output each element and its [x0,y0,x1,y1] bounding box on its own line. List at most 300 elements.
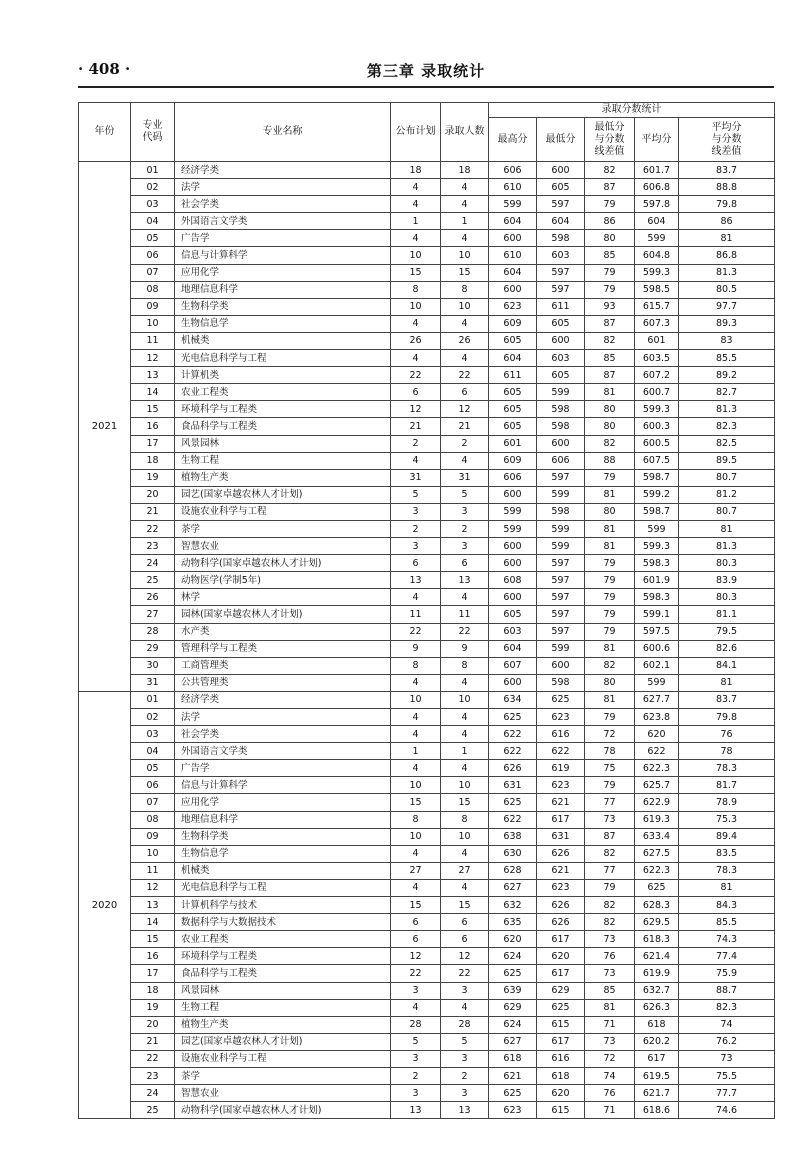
cell-min-diff: 78 [585,743,635,760]
cell-avg: 598.3 [635,589,679,606]
cell-code: 08 [131,811,175,828]
cell-min: 603 [537,350,585,367]
table-row [79,640,775,657]
cell-avg-diff: 78.3 [679,862,775,879]
cell-code: 02 [131,179,175,196]
cell-plan: 3 [391,538,441,555]
cell-admitted: 4 [441,726,489,743]
cell-avg-diff: 81 [679,520,775,537]
cell-min-diff: 75 [585,760,635,777]
cell-min-diff: 82 [585,435,635,452]
cell-avg: 600.6 [635,640,679,657]
cell-name: 经济学类 [175,691,391,708]
cell-code: 23 [131,1067,175,1084]
cell-min: 622 [537,743,585,760]
cell-code: 17 [131,435,175,452]
cell-name: 水产类 [175,623,391,640]
cell-plan: 11 [391,606,441,623]
table-row [79,520,775,537]
cell-min-diff: 73 [585,811,635,828]
cell-min-diff: 85 [585,247,635,264]
cell-plan: 4 [391,845,441,862]
cell-plan: 1 [391,743,441,760]
cell-avg: 603.5 [635,350,679,367]
cell-min-diff: 76 [585,1085,635,1102]
cell-min: 598 [537,503,585,520]
table-row [79,760,775,777]
cell-min: 597 [537,196,585,213]
cell-avg: 633.4 [635,828,679,845]
cell-min-diff: 80 [585,503,635,520]
cell-avg: 604.8 [635,247,679,264]
cell-code: 09 [131,298,175,315]
cell-avg: 628.3 [635,897,679,914]
cell-avg-diff: 79.8 [679,709,775,726]
cell-min-diff: 85 [585,350,635,367]
cell-name: 设施农业科学与工程 [175,1050,391,1067]
cell-avg-diff: 85.5 [679,350,775,367]
cell-admitted: 22 [441,367,489,384]
cell-admitted: 10 [441,777,489,794]
cell-name: 生物科学类 [175,298,391,315]
cell-min: 617 [537,931,585,948]
cell-name: 生物信息学 [175,845,391,862]
cell-min: 597 [537,606,585,623]
cell-plan: 12 [391,948,441,965]
table-row [79,196,775,213]
cell-admitted: 15 [441,794,489,811]
cell-avg-diff: 78.9 [679,794,775,811]
col-max: 最高分 [489,118,537,162]
cell-avg-diff: 73 [679,1050,775,1067]
cell-avg: 621.4 [635,948,679,965]
cell-min-diff: 87 [585,179,635,196]
admission-table [78,102,775,1119]
cell-code: 13 [131,367,175,384]
cell-name: 信息与计算科学 [175,777,391,794]
cell-name: 茶学 [175,1067,391,1084]
cell-admitted: 1 [441,743,489,760]
cell-min-diff: 72 [585,726,635,743]
table-row [79,469,775,486]
chapter-title: 第三章 录取统计 [366,62,486,80]
cell-code: 27 [131,606,175,623]
cell-name: 工商管理类 [175,657,391,674]
table-row [79,691,775,708]
cell-avg-diff: 74 [679,1016,775,1033]
cell-code: 01 [131,162,175,179]
year-cell: 2021 [79,162,131,692]
cell-avg-diff: 86.8 [679,247,775,264]
cell-name: 林学 [175,589,391,606]
cell-max: 601 [489,435,537,452]
table-row [79,674,775,691]
cell-avg-diff: 97.7 [679,298,775,315]
cell-avg: 620.2 [635,1033,679,1050]
cell-code: 22 [131,1050,175,1067]
table-row [79,418,775,435]
cell-admitted: 22 [441,965,489,982]
cell-admitted: 10 [441,298,489,315]
cell-name: 生物信息学 [175,315,391,332]
cell-min: 623 [537,709,585,726]
cell-min-diff: 73 [585,965,635,982]
cell-max: 604 [489,350,537,367]
cell-min-diff: 80 [585,418,635,435]
cell-avg: 618.3 [635,931,679,948]
cell-admitted: 4 [441,760,489,777]
cell-max: 629 [489,999,537,1016]
col-name: 专业名称 [175,103,391,162]
cell-min: 597 [537,469,585,486]
cell-min: 598 [537,401,585,418]
cell-admitted: 4 [441,230,489,247]
cell-code: 04 [131,743,175,760]
table-row [79,264,775,281]
cell-name: 设施农业科学与工程 [175,503,391,520]
cell-avg: 621.7 [635,1085,679,1102]
cell-name: 光电信息科学与工程 [175,879,391,896]
cell-max: 628 [489,862,537,879]
cell-avg-diff: 76 [679,726,775,743]
cell-max: 600 [489,589,537,606]
cell-plan: 15 [391,264,441,281]
cell-max: 620 [489,931,537,948]
cell-code: 02 [131,709,175,726]
cell-max: 605 [489,418,537,435]
cell-min-diff: 82 [585,162,635,179]
cell-avg-diff: 78 [679,743,775,760]
cell-name: 数据科学与大数据技术 [175,914,391,931]
cell-min: 615 [537,1016,585,1033]
cell-min: 597 [537,264,585,281]
cell-max: 604 [489,264,537,281]
cell-max: 632 [489,897,537,914]
cell-plan: 2 [391,1067,441,1084]
cell-admitted: 21 [441,418,489,435]
cell-min: 597 [537,555,585,572]
cell-admitted: 3 [441,538,489,555]
cell-admitted: 13 [441,572,489,589]
table-row [79,435,775,452]
cell-avg: 599.3 [635,401,679,418]
cell-code: 15 [131,401,175,418]
cell-name: 园艺(国家卓越农林人才计划) [175,486,391,503]
cell-avg: 601.9 [635,572,679,589]
cell-code: 23 [131,538,175,555]
cell-plan: 6 [391,384,441,401]
cell-avg: 607.2 [635,367,679,384]
cell-admitted: 3 [441,503,489,520]
cell-code: 29 [131,640,175,657]
cell-min-diff: 82 [585,914,635,931]
cell-min: 623 [537,879,585,896]
cell-plan: 10 [391,298,441,315]
cell-plan: 4 [391,589,441,606]
cell-code: 06 [131,777,175,794]
cell-plan: 3 [391,503,441,520]
cell-name: 应用化学 [175,794,391,811]
cell-admitted: 4 [441,879,489,896]
cell-max: 621 [489,1067,537,1084]
cell-min-diff: 82 [585,332,635,349]
cell-plan: 27 [391,862,441,879]
cell-admitted: 8 [441,657,489,674]
cell-min-diff: 72 [585,1050,635,1067]
cell-admitted: 28 [441,1016,489,1033]
table-row [79,828,775,845]
cell-avg-diff: 81 [679,674,775,691]
cell-min: 599 [537,538,585,555]
cell-min: 599 [537,384,585,401]
cell-avg-diff: 80.3 [679,589,775,606]
table-row [79,572,775,589]
cell-avg-diff: 83 [679,332,775,349]
cell-max: 607 [489,657,537,674]
cell-avg: 607.3 [635,315,679,332]
cell-code: 03 [131,726,175,743]
cell-min: 597 [537,572,585,589]
cell-min-diff: 79 [585,555,635,572]
cell-min-diff: 71 [585,1016,635,1033]
cell-max: 608 [489,572,537,589]
cell-min: 598 [537,674,585,691]
cell-code: 11 [131,862,175,879]
table-row [79,503,775,520]
cell-code: 20 [131,1016,175,1033]
cell-admitted: 15 [441,897,489,914]
table-row [79,230,775,247]
cell-avg: 626.3 [635,999,679,1016]
cell-code: 21 [131,503,175,520]
cell-avg-diff: 77.4 [679,948,775,965]
cell-min: 604 [537,213,585,230]
cell-plan: 15 [391,897,441,914]
cell-name: 环境科学与工程类 [175,401,391,418]
cell-plan: 8 [391,811,441,828]
cell-admitted: 6 [441,555,489,572]
cell-name: 园林(国家卓越农林人才计划) [175,606,391,623]
cell-avg-diff: 83.9 [679,572,775,589]
cell-min: 621 [537,862,585,879]
cell-avg: 625 [635,879,679,896]
cell-avg-diff: 88.8 [679,179,775,196]
cell-avg: 599.3 [635,264,679,281]
cell-min-diff: 81 [585,486,635,503]
table-row [79,982,775,999]
cell-min-diff: 82 [585,845,635,862]
cell-plan: 10 [391,777,441,794]
cell-max: 623 [489,1102,537,1119]
table-row [79,811,775,828]
cell-code: 12 [131,350,175,367]
cell-min-diff: 80 [585,674,635,691]
cell-name: 法学 [175,709,391,726]
col-code: 专业代码 [131,103,175,162]
cell-avg-diff: 81 [679,230,775,247]
cell-min-diff: 86 [585,213,635,230]
cell-min: 617 [537,811,585,828]
cell-plan: 4 [391,350,441,367]
cell-min-diff: 82 [585,897,635,914]
cell-admitted: 27 [441,862,489,879]
cell-code: 14 [131,384,175,401]
cell-plan: 21 [391,418,441,435]
cell-avg: 627.7 [635,691,679,708]
cell-admitted: 1 [441,213,489,230]
cell-min-diff: 79 [585,469,635,486]
cell-plan: 4 [391,674,441,691]
cell-min: 625 [537,691,585,708]
cell-avg-diff: 79.8 [679,196,775,213]
cell-avg-diff: 83.5 [679,845,775,862]
cell-avg: 599.1 [635,606,679,623]
cell-plan: 4 [391,999,441,1016]
cell-min: 616 [537,1050,585,1067]
cell-admitted: 15 [441,264,489,281]
cell-name: 外国语言文学类 [175,743,391,760]
cell-code: 22 [131,520,175,537]
cell-avg-diff: 79.5 [679,623,775,640]
cell-admitted: 4 [441,674,489,691]
table-row [79,1067,775,1084]
table-row [79,914,775,931]
cell-min: 599 [537,640,585,657]
cell-min-diff: 77 [585,862,635,879]
table-row [79,726,775,743]
table-body [79,162,775,1119]
cell-min: 599 [537,520,585,537]
cell-admitted: 3 [441,1085,489,1102]
cell-max: 622 [489,726,537,743]
cell-min: 619 [537,760,585,777]
cell-admitted: 11 [441,606,489,623]
cell-code: 16 [131,948,175,965]
table-row [79,879,775,896]
cell-name: 食品科学与工程类 [175,965,391,982]
cell-admitted: 12 [441,401,489,418]
table-row [79,777,775,794]
cell-min: 618 [537,1067,585,1084]
cell-code: 12 [131,879,175,896]
cell-admitted: 8 [441,811,489,828]
cell-plan: 22 [391,965,441,982]
cell-code: 07 [131,794,175,811]
cell-name: 社会学类 [175,196,391,213]
cell-code: 25 [131,1102,175,1119]
cell-code: 05 [131,230,175,247]
col-plan: 公布计划 [391,103,441,162]
cell-name: 动物科学(国家卓越农林人才计划) [175,1102,391,1119]
cell-name: 经济学类 [175,162,391,179]
cell-avg: 619.5 [635,1067,679,1084]
cell-admitted: 2 [441,1067,489,1084]
cell-admitted: 9 [441,640,489,657]
cell-max: 603 [489,623,537,640]
cell-plan: 18 [391,162,441,179]
cell-min-diff: 93 [585,298,635,315]
cell-max: 625 [489,794,537,811]
col-admitted: 录取人数 [441,103,489,162]
cell-min: 631 [537,828,585,845]
cell-max: 622 [489,811,537,828]
cell-code: 11 [131,332,175,349]
cell-code: 28 [131,623,175,640]
cell-avg: 600.5 [635,435,679,452]
cell-avg-diff: 77.7 [679,1085,775,1102]
cell-admitted: 18 [441,162,489,179]
cell-admitted: 10 [441,691,489,708]
cell-min: 600 [537,435,585,452]
cell-min-diff: 79 [585,623,635,640]
cell-admitted: 3 [441,1050,489,1067]
cell-avg-diff: 76.2 [679,1033,775,1050]
table-row [79,298,775,315]
col-year: 年份 [79,103,131,162]
cell-admitted: 4 [441,589,489,606]
table-row [79,1016,775,1033]
table-row [79,452,775,469]
cell-min-diff: 81 [585,538,635,555]
cell-name: 公共管理类 [175,674,391,691]
cell-avg: 604 [635,213,679,230]
cell-plan: 4 [391,315,441,332]
cell-avg: 632.7 [635,982,679,999]
cell-admitted: 10 [441,828,489,845]
cell-avg-diff: 75.5 [679,1067,775,1084]
cell-min-diff: 79 [585,606,635,623]
cell-plan: 4 [391,452,441,469]
cell-min: 603 [537,247,585,264]
cell-avg-diff: 89.4 [679,828,775,845]
cell-avg: 622.3 [635,862,679,879]
cell-max: 605 [489,384,537,401]
cell-plan: 5 [391,1033,441,1050]
col-avg: 平均分 [635,118,679,162]
cell-plan: 31 [391,469,441,486]
cell-admitted: 6 [441,931,489,948]
cell-min-diff: 81 [585,640,635,657]
cell-min-diff: 81 [585,999,635,1016]
cell-code: 17 [131,965,175,982]
cell-min: 611 [537,298,585,315]
cell-max: 639 [489,982,537,999]
cell-min-diff: 79 [585,879,635,896]
cell-plan: 10 [391,247,441,264]
cell-max: 599 [489,503,537,520]
cell-name: 管理科学与工程类 [175,640,391,657]
table-row [79,931,775,948]
cell-avg: 622.3 [635,760,679,777]
cell-name: 农业工程类 [175,931,391,948]
cell-max: 599 [489,196,537,213]
cell-avg: 597.8 [635,196,679,213]
cell-plan: 12 [391,401,441,418]
cell-min-diff: 73 [585,931,635,948]
cell-admitted: 5 [441,1033,489,1050]
cell-name: 园艺(国家卓越农林人才计划) [175,1033,391,1050]
cell-code: 10 [131,845,175,862]
cell-avg-diff: 82.3 [679,418,775,435]
cell-max: 611 [489,367,537,384]
cell-min: 615 [537,1102,585,1119]
cell-min-diff: 81 [585,384,635,401]
cell-avg: 598.3 [635,555,679,572]
cell-max: 623 [489,298,537,315]
cell-avg: 629.5 [635,914,679,931]
page-number: · 408 · [78,60,131,78]
table-row [79,999,775,1016]
